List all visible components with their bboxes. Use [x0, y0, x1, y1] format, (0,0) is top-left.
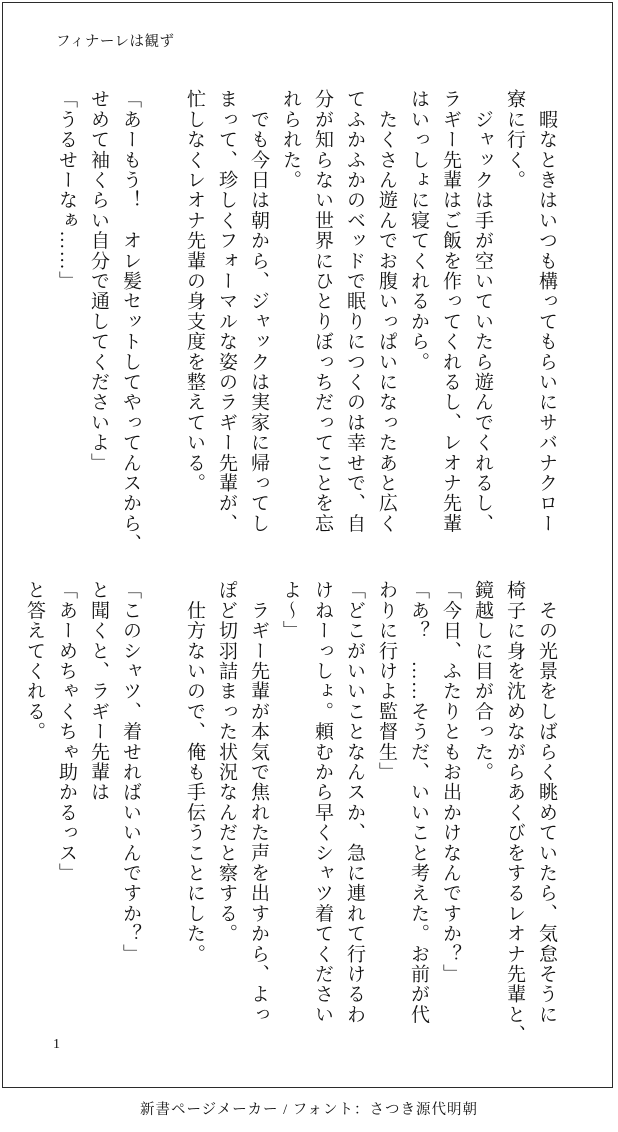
page-frame	[2, 2, 613, 1088]
text-block-lower	[18, 580, 562, 1055]
text-line: まって、珍しくフォーマルな姿のラギー先輩が、	[216, 89, 237, 534]
text-line: 「うるせーなぁ……」	[56, 89, 77, 291]
text-line: ラギー先輩はご飯を作ってくれるし、レオナ先輩	[440, 89, 461, 534]
text-block-upper	[50, 89, 562, 564]
text-line: 暇なときはいつも構ってもらいにサバナクロー	[536, 89, 557, 534]
text-line: と答えてくれる。	[24, 580, 45, 742]
text-line: 椅子に身を沈めながらあくびをするレオナ先輩と、	[504, 580, 525, 1045]
text-line: 「今日、ふたりともお出かけなんですか？」	[440, 580, 461, 984]
page-number: 1	[53, 1037, 60, 1052]
text-line: はいっしょに寝てくれるから。	[408, 89, 429, 372]
text-line: わりに行けよ監督生」	[376, 580, 397, 782]
text-line: 鏡越しに目が合った。	[472, 580, 493, 782]
text-line: 寮に行く。	[504, 89, 525, 190]
text-line: ジャックは手が空いていたら遊んでくれるし、	[472, 89, 493, 534]
footer-caption: 新書ページメーカー / フォント：さつき源代明朝	[139, 1102, 479, 1118]
text-line: 忙しなくレオナ先輩の身支度を整えている。	[184, 89, 205, 493]
text-line: ぽど切羽詰まった状況なんだと察する。	[216, 580, 237, 944]
text-line: 「あーめちゃくちゃ助かるっス」	[56, 580, 77, 883]
text-line: せめて袖くらい自分で通してくださいよ」	[88, 89, 109, 473]
page-title: フィナーレは観ず	[56, 34, 175, 50]
text-line	[146, 89, 178, 564]
text-line: 「どこがいいことなんスか、急に連れて行けるわ	[344, 580, 365, 1025]
text-line: 分が知らない世界にひとりぼっちだってことを忘	[312, 89, 333, 534]
text-line: たくさん遊んでお腹いっぱいになったあと広く	[376, 89, 397, 534]
text-line	[146, 580, 178, 1055]
text-line: れられた。	[280, 89, 301, 190]
text-line: ラギー先輩が本気で焦れた声を出すから、よっ	[248, 580, 269, 1025]
text-line: けねーっしょ。頼むから早くシャツ着てください	[312, 580, 333, 1025]
text-line: でも今日は朝から、ジャックは実家に帰ってし	[248, 89, 269, 534]
text-line: 「あーもう！ オレ髪セットしてやってんスから、	[120, 89, 141, 554]
text-line: 「このシャツ、着せればいいんですか？」	[120, 580, 141, 964]
text-line: てふかふかのベッドで眠りにつくのは幸せで、自	[344, 89, 365, 534]
text-line: 「あ？ ……そうだ、いいこと考えた。お前が代	[408, 580, 429, 1025]
text-line: よ〜」	[280, 580, 301, 641]
text-line: と聞くと、ラギー先輩は	[88, 580, 109, 803]
text-line: その光景をしばらく眺めていたら、気怠そうに	[536, 580, 557, 1025]
text-line: 仕方ないので、俺も手伝うことにした。	[184, 580, 205, 964]
